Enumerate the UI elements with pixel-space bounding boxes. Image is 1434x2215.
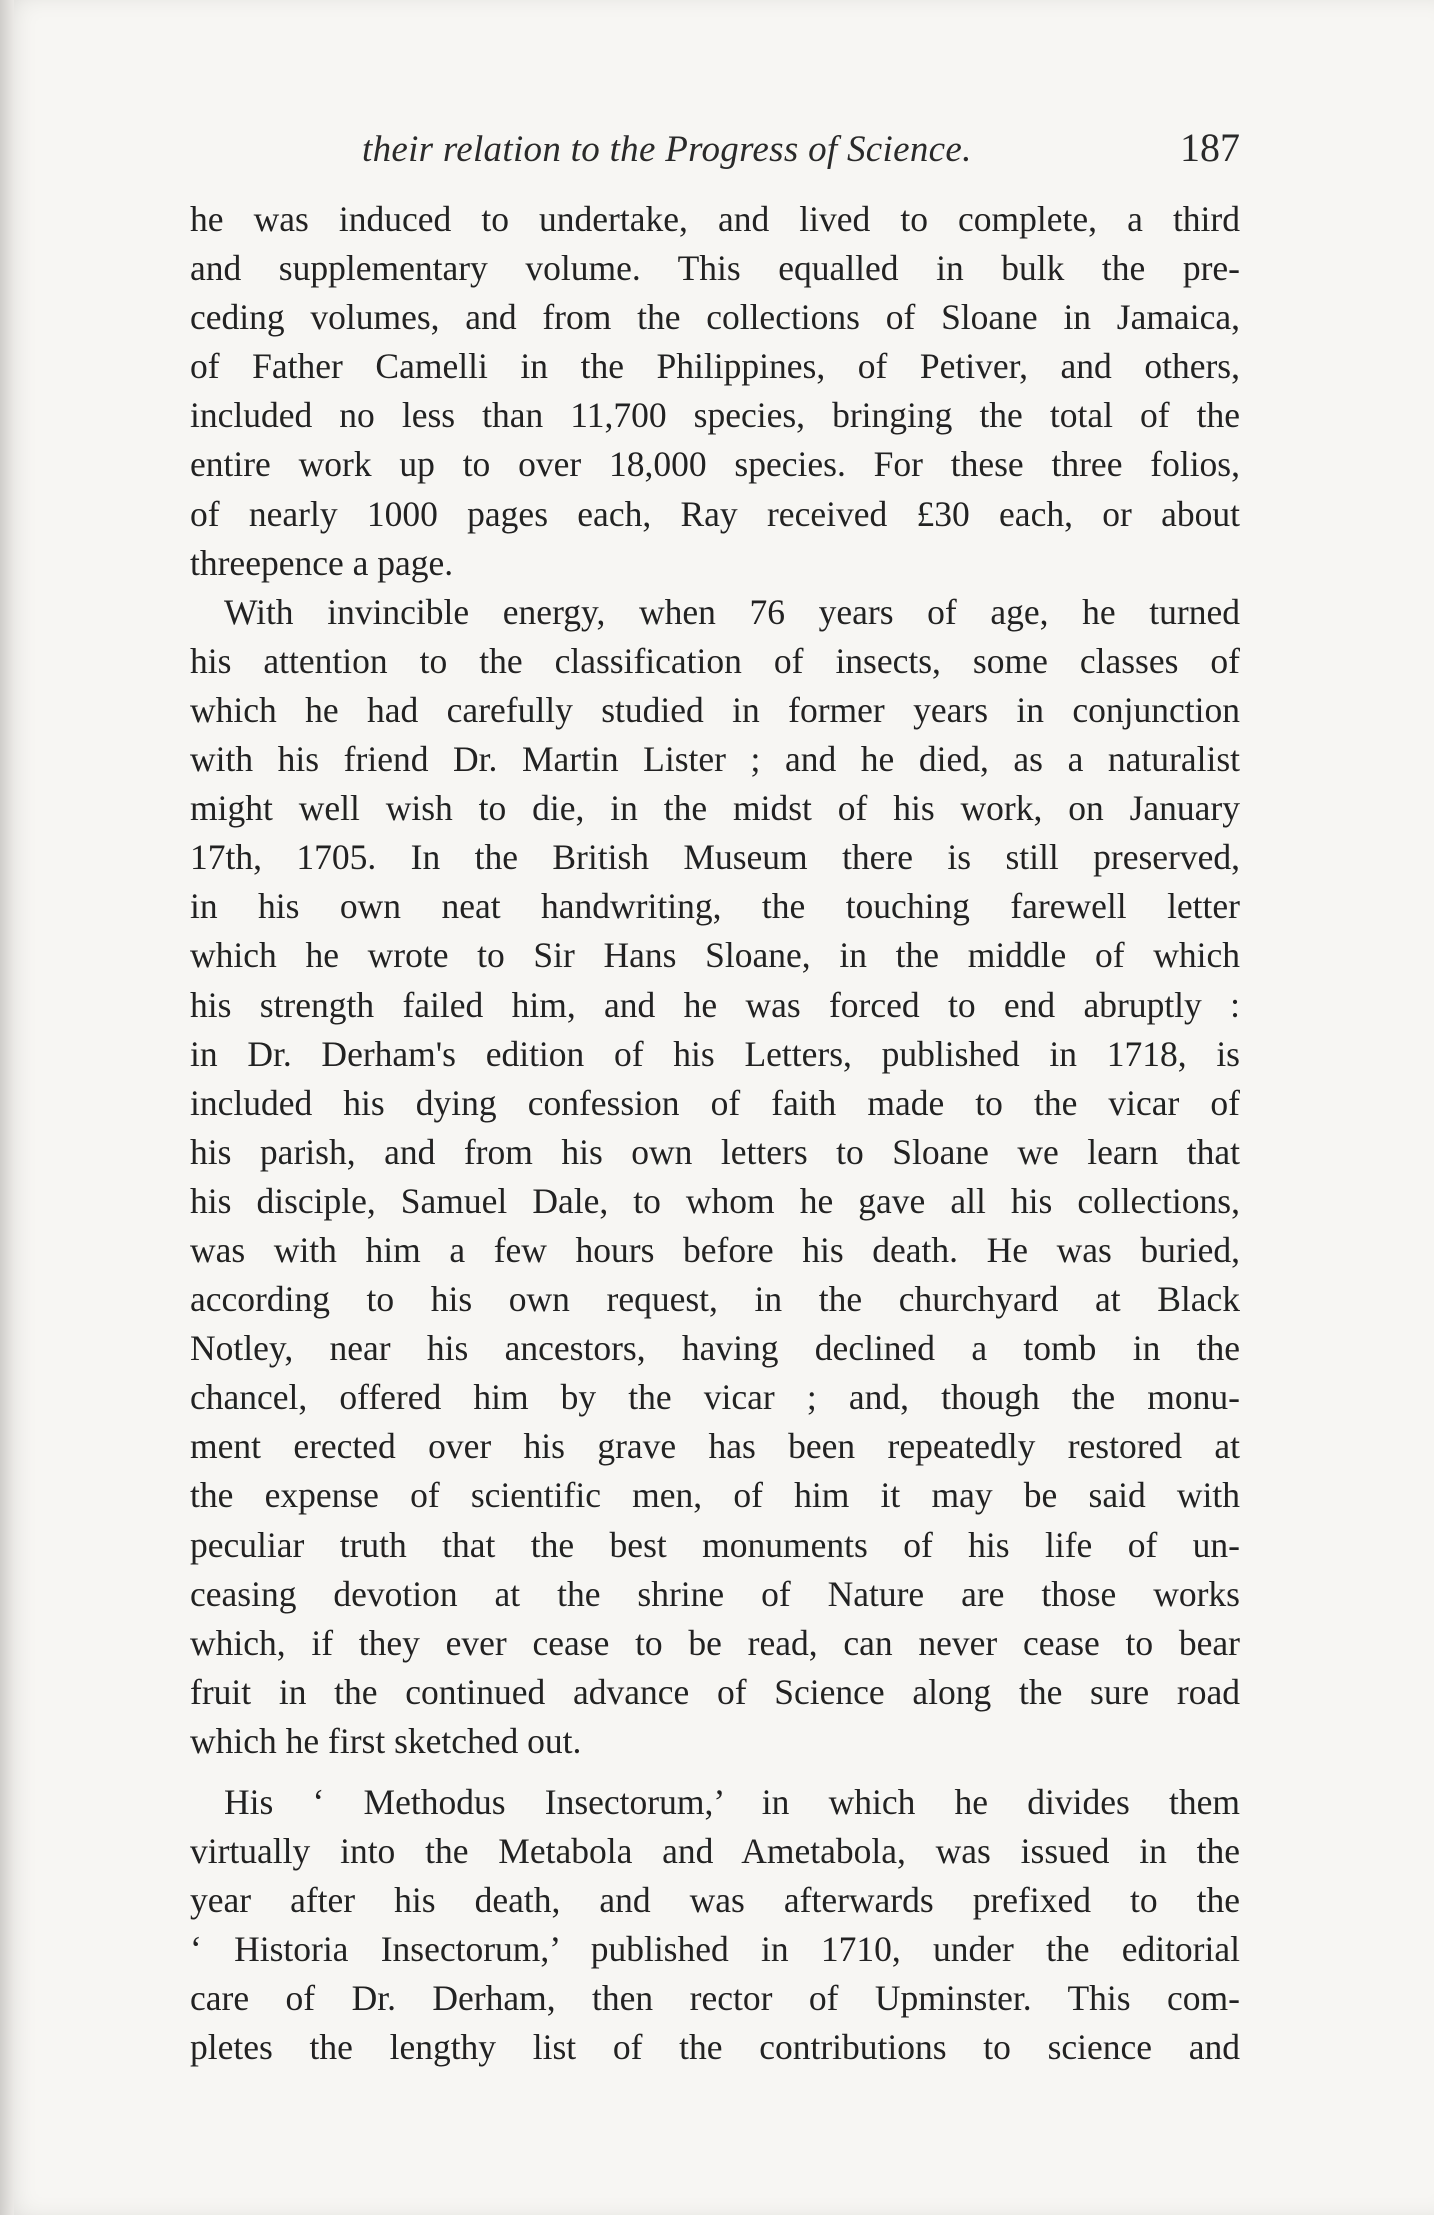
text-line: was with him a few hours before his death. He was buried, [190, 1229, 1240, 1270]
text-line: he was induced to undertake, and lived to complete, a third [190, 199, 1240, 239]
text-line: his disciple, Samuel Dale, to whom he gave all his collections, [190, 1180, 1240, 1221]
text-line: in his own neat handwriting, the touching farewell letter [190, 886, 1240, 927]
text-line: his parish, and from his own letters to Sloane we learn that [190, 1131, 1240, 1172]
text-line: with his friend Dr. Martin Lister ; and he died, as a naturalist [190, 739, 1240, 780]
text-line: virtually into the Metabola and Ametabola, was issued in the [190, 1831, 1240, 1872]
text-line: fruit in the continued advance of Science along the sure road [190, 1671, 1240, 1712]
text-line: included his dying confession of faith made to the vicar of [190, 1082, 1240, 1123]
running-head [190, 124, 1240, 180]
text-line: threepence a page. [190, 542, 454, 583]
text-line: of nearly 1000 pages each, Ray received £30 each, or about [190, 493, 1240, 534]
text-line: his attention to the classification of insects, some classes of [190, 640, 1240, 681]
text-line: according to his own request, in the churchyard at Black [190, 1279, 1240, 1320]
text-line: included no less than 11,700 species, bringing the total of the [190, 395, 1240, 436]
paragraph-spacer [190, 1766, 1240, 1778]
text-line: which he had carefully studied in former years in conjunction [190, 689, 1240, 730]
text-line: ceasing devotion at the shrine of Nature are those works [190, 1573, 1240, 1614]
page-gutter-shadow [0, 0, 14, 2215]
text-line: year after his death, and was afterwards prefixed to the [190, 1880, 1240, 1921]
text-line: which he first sketched out. [190, 1720, 582, 1761]
text-line: and supplementary volume. This equalled in bulk the pre- [190, 248, 1240, 289]
text-line: ment erected over his grave has been repeatedly restored at [190, 1426, 1240, 1467]
text-line: ‘ Historia Insectorum,’ published in 1710, under the editorial [190, 1929, 1240, 1970]
text-line: chancel, offered him by the vicar ; and, though the monu- [190, 1377, 1240, 1418]
paragraph-3 [190, 1778, 1240, 2073]
text-line: which, if they ever cease to be read, can never cease to bear [190, 1622, 1240, 1663]
text-line: might well wish to die, in the midst of his work, on January [190, 788, 1240, 829]
text-line: the expense of scientific men, of him it may be said with [190, 1475, 1240, 1516]
text-line: pletes the lengthy list of the contributions to science and [190, 2027, 1240, 2068]
page-number: 187 [1180, 125, 1240, 170]
text-line: which he wrote to Sir Hans Sloane, in the middle of which [190, 935, 1240, 976]
text-line: peculiar truth that the best monuments of his life of un- [190, 1524, 1240, 1565]
running-title: their relation to the Progress of Science. [362, 129, 972, 170]
text-line: His ‘ Methodus Insectorum,’ in which he divides them [224, 1782, 1240, 1822]
text-line: care of Dr. Derham, then rector of Upminster. This com- [190, 1978, 1240, 2019]
paragraph-1 [190, 195, 1240, 588]
text-line: entire work up to over 18,000 species. For these three folios, [190, 444, 1240, 485]
text-line: With invincible energy, when 76 years of age, he turned [224, 591, 1240, 632]
text-line: 17th, 1705. In the British Museum there is still preserved, [190, 837, 1240, 878]
text-line: his strength failed him, and he was forced to end abruptly : [190, 984, 1240, 1025]
text-line: of Father Camelli in the Philippines, of Petiver, and others, [190, 346, 1240, 387]
text-line: Notley, near his ancestors, having declined a tomb in the [190, 1328, 1240, 1369]
text-line: ceding volumes, and from the collections of Sloane in Jamaica, [190, 297, 1240, 338]
paragraph-2 [190, 588, 1240, 1766]
text-line: in Dr. Derham's edition of his Letters, published in 1718, is [190, 1033, 1240, 1074]
body-text [190, 195, 1240, 2073]
